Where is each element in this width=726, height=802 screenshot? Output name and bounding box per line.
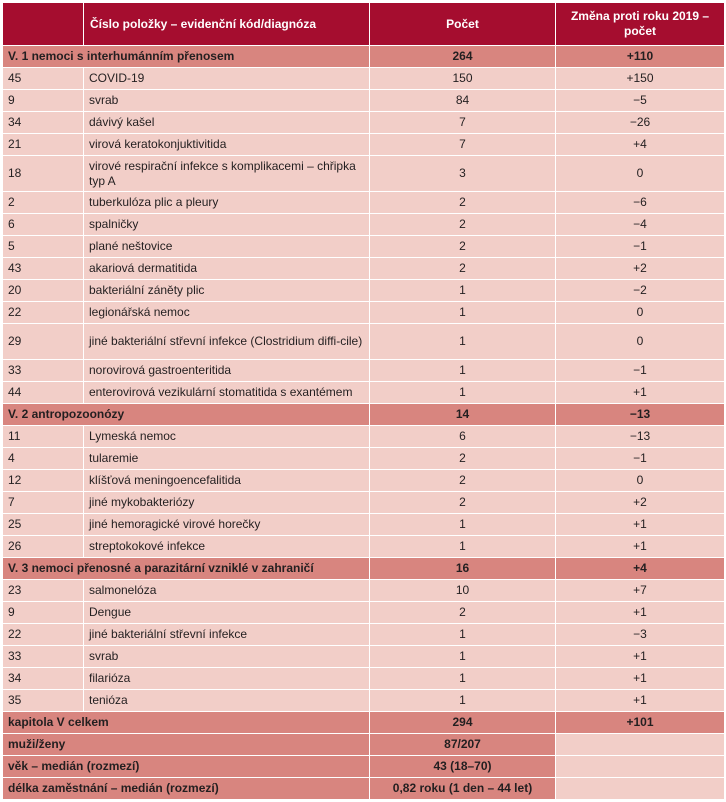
table-row — [3, 602, 725, 624]
item-count: 1 — [370, 624, 556, 646]
item-change: +1 — [556, 382, 725, 404]
item-change: +1 — [556, 646, 725, 668]
item-change: −26 — [556, 112, 725, 134]
table-header-row — [3, 3, 725, 46]
item-code: 7 — [3, 492, 84, 514]
item-change: 0 — [556, 156, 725, 192]
item-count: 1 — [370, 302, 556, 324]
item-name: jiné bakteriální střevní infekce (Clostridium diffi-cile) — [84, 324, 370, 360]
item-code: 34 — [3, 112, 84, 134]
item-name: Dengue — [84, 602, 370, 624]
section-count: 14 — [370, 404, 556, 426]
item-change: +1 — [556, 690, 725, 712]
summary-count: 87/207 — [370, 734, 556, 756]
item-name: tenióza — [84, 690, 370, 712]
disease-table — [2, 2, 725, 800]
table-row — [3, 90, 725, 112]
item-change: +7 — [556, 580, 725, 602]
summary-count: 0,82 roku (1 den – 44 let) — [370, 778, 556, 800]
item-change: −5 — [556, 90, 725, 112]
table-row — [3, 258, 725, 280]
table-row — [3, 492, 725, 514]
summary-row — [3, 734, 725, 756]
item-count: 10 — [370, 580, 556, 602]
summary-label: kapitola V celkem — [3, 712, 370, 734]
item-change: 0 — [556, 302, 725, 324]
table-row — [3, 536, 725, 558]
item-name: salmonelóza — [84, 580, 370, 602]
item-name: streptokokové infekce — [84, 536, 370, 558]
header-change: Změna proti roku 2019 – počet — [556, 3, 725, 46]
item-change: −1 — [556, 448, 725, 470]
item-name: bakteriální záněty plic — [84, 280, 370, 302]
item-count: 150 — [370, 68, 556, 90]
item-change: +1 — [556, 668, 725, 690]
item-code: 35 — [3, 690, 84, 712]
summary-label: muži/ženy — [3, 734, 370, 756]
item-count: 2 — [370, 214, 556, 236]
table-row — [3, 192, 725, 214]
table-row — [3, 668, 725, 690]
item-code: 33 — [3, 646, 84, 668]
table-row — [3, 236, 725, 258]
item-code: 44 — [3, 382, 84, 404]
summary-count: 43 (18–70) — [370, 756, 556, 778]
item-count: 7 — [370, 134, 556, 156]
table-row — [3, 68, 725, 90]
item-code: 9 — [3, 602, 84, 624]
item-name: jiné hemoragické virové horečky — [84, 514, 370, 536]
item-name: COVID-19 — [84, 68, 370, 90]
table-row — [3, 646, 725, 668]
item-name: filarióza — [84, 668, 370, 690]
item-change: +4 — [556, 134, 725, 156]
item-code: 4 — [3, 448, 84, 470]
item-count: 2 — [370, 492, 556, 514]
item-name: legionářská nemoc — [84, 302, 370, 324]
item-code: 20 — [3, 280, 84, 302]
item-code: 23 — [3, 580, 84, 602]
table-row — [3, 280, 725, 302]
table-row — [3, 690, 725, 712]
table-row — [3, 448, 725, 470]
item-name: tularemie — [84, 448, 370, 470]
item-change: +2 — [556, 258, 725, 280]
item-code: 22 — [3, 624, 84, 646]
item-change: −13 — [556, 426, 725, 448]
table-row — [3, 426, 725, 448]
item-change: −2 — [556, 280, 725, 302]
item-count: 1 — [370, 382, 556, 404]
item-count: 1 — [370, 646, 556, 668]
item-count: 1 — [370, 324, 556, 360]
item-change: −4 — [556, 214, 725, 236]
item-count: 6 — [370, 426, 556, 448]
item-count: 3 — [370, 156, 556, 192]
item-count: 2 — [370, 236, 556, 258]
item-code: 18 — [3, 156, 84, 192]
table-row — [3, 324, 725, 360]
table-row — [3, 580, 725, 602]
item-code: 2 — [3, 192, 84, 214]
item-code: 9 — [3, 90, 84, 112]
item-code: 6 — [3, 214, 84, 236]
item-code: 33 — [3, 360, 84, 382]
section-change: +110 — [556, 46, 725, 68]
item-name: jiné mykobakteriózy — [84, 492, 370, 514]
item-change: +1 — [556, 514, 725, 536]
item-name: virová keratokonjuktivitida — [84, 134, 370, 156]
table-body — [3, 46, 725, 800]
table-row — [3, 134, 725, 156]
item-code: 26 — [3, 536, 84, 558]
header-code-name: Číslo položky – evidenční kód/diagnóza — [84, 3, 370, 46]
table-row — [3, 624, 725, 646]
item-count: 2 — [370, 448, 556, 470]
summary-change — [556, 756, 725, 778]
item-code: 25 — [3, 514, 84, 536]
item-change: −1 — [556, 236, 725, 258]
section-title: V. 3 nemoci přenosné a parazitární vzniklé v zahraničí — [3, 558, 370, 580]
summary-row — [3, 712, 725, 734]
item-count: 1 — [370, 668, 556, 690]
item-name: klíšťová meningoencefalitida — [84, 470, 370, 492]
header-count: Počet — [370, 3, 556, 46]
item-change: 0 — [556, 470, 725, 492]
summary-label: délka zaměstnání – medián (rozmezí) — [3, 778, 370, 800]
item-count: 1 — [370, 514, 556, 536]
item-name: virové respirační infekce s komplikacemi – chřipka typ A — [84, 156, 370, 192]
section-count: 16 — [370, 558, 556, 580]
item-code: 45 — [3, 68, 84, 90]
summary-change — [556, 734, 725, 756]
item-change: +150 — [556, 68, 725, 90]
item-change: +2 — [556, 492, 725, 514]
summary-row — [3, 778, 725, 800]
item-name: tuberkulóza plic a pleury — [84, 192, 370, 214]
section-row — [3, 46, 725, 68]
summary-change: +101 — [556, 712, 725, 734]
item-name: dávivý kašel — [84, 112, 370, 134]
item-name: norovirová gastroenteritida — [84, 360, 370, 382]
section-title: V. 2 antropozoonózy — [3, 404, 370, 426]
table-row — [3, 382, 725, 404]
item-name: Lymeská nemoc — [84, 426, 370, 448]
summary-change — [556, 778, 725, 800]
item-count: 2 — [370, 470, 556, 492]
section-count: 264 — [370, 46, 556, 68]
item-code: 21 — [3, 134, 84, 156]
item-name: enterovirová vezikulární stomatitida s exantémem — [84, 382, 370, 404]
item-count: 1 — [370, 360, 556, 382]
item-change: −1 — [556, 360, 725, 382]
section-title: V. 1 nemoci s interhumánním přenosem — [3, 46, 370, 68]
item-name: jiné bakteriální střevní infekce — [84, 624, 370, 646]
item-code: 5 — [3, 236, 84, 258]
item-name: svrab — [84, 90, 370, 112]
item-count: 2 — [370, 258, 556, 280]
table-row — [3, 302, 725, 324]
item-code: 12 — [3, 470, 84, 492]
item-change: −3 — [556, 624, 725, 646]
item-count: 2 — [370, 602, 556, 624]
item-code: 34 — [3, 668, 84, 690]
table-row — [3, 112, 725, 134]
item-count: 7 — [370, 112, 556, 134]
item-count: 1 — [370, 280, 556, 302]
section-row — [3, 558, 725, 580]
item-name: plané neštovice — [84, 236, 370, 258]
item-change: −6 — [556, 192, 725, 214]
item-count: 1 — [370, 690, 556, 712]
item-code: 43 — [3, 258, 84, 280]
table-row — [3, 214, 725, 236]
item-count: 1 — [370, 536, 556, 558]
item-change: 0 — [556, 324, 725, 360]
summary-count: 294 — [370, 712, 556, 734]
summary-row — [3, 756, 725, 778]
item-name: spalničky — [84, 214, 370, 236]
item-name: svrab — [84, 646, 370, 668]
item-code: 22 — [3, 302, 84, 324]
section-change: −13 — [556, 404, 725, 426]
item-count: 84 — [370, 90, 556, 112]
section-change: +4 — [556, 558, 725, 580]
header-code — [3, 3, 84, 46]
item-change: +1 — [556, 536, 725, 558]
section-row — [3, 404, 725, 426]
summary-label: věk – medián (rozmezí) — [3, 756, 370, 778]
table-row — [3, 360, 725, 382]
table-row — [3, 156, 725, 192]
item-code: 11 — [3, 426, 84, 448]
item-name: akariová dermatitida — [84, 258, 370, 280]
table-row — [3, 470, 725, 492]
item-change: +1 — [556, 602, 725, 624]
item-count: 2 — [370, 192, 556, 214]
item-code: 29 — [3, 324, 84, 360]
table-row — [3, 514, 725, 536]
